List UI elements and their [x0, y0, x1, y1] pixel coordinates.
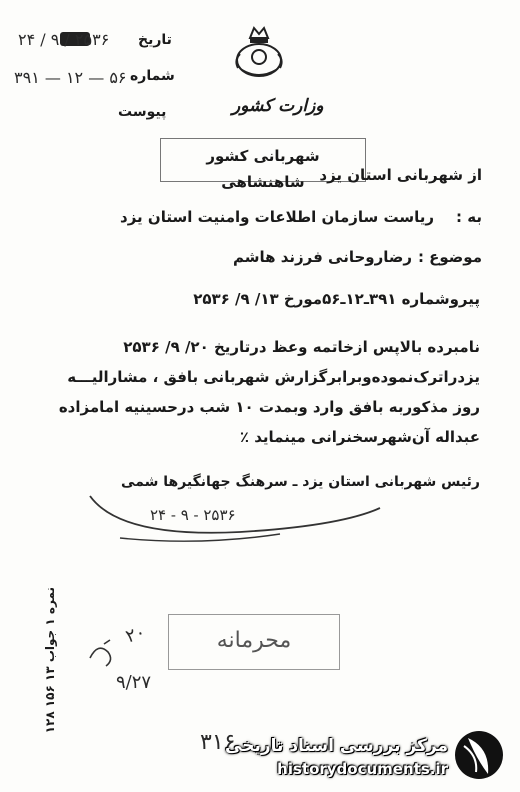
office-stamp: شهربانی کشور شاهنشاهی [160, 138, 366, 182]
watermark-title: مرکز بررسی اسناد تاریخی [225, 736, 448, 756]
subject-label: موضوع : [417, 248, 482, 266]
number-value: ۳۹۱ — ۱۲ — ۵۶ [14, 68, 127, 87]
handwritten-initial [84, 636, 124, 676]
handwritten-mark: ۲۰ [123, 621, 149, 648]
from-line: از شهربانی استان یزد [319, 166, 482, 184]
date-value: ۲۴ / ۹ / ۲۵۳۶ [18, 30, 110, 49]
subject-value: رضاروحانی فرزند هاشم [232, 248, 412, 266]
body-line: نامبرده بالاپس ازخاتمه وعظ درتاریخ ۲۰/ ۹/ ۲۵۳۶ [123, 338, 480, 356]
confidential-stamp: محرمانه [168, 614, 340, 670]
body-line: روز مذکوربه بافق وارد وبمدت ۱۰ شب درحسینیه امامزاده [58, 398, 480, 416]
ministry-title: وزارت کشور [232, 96, 324, 116]
to-label: به : [456, 208, 482, 226]
signature-line: رئیس شهربانی استان یزد ـ سرهنگ جهانگیرها شمی [121, 474, 480, 490]
margin-note: نمره ۱ جواب ۱۳ ۱۵۶ ۱۲۸ [43, 587, 57, 734]
lion-sun-emblem-icon [228, 24, 290, 84]
watermark-logo-icon [454, 728, 504, 782]
bottom-handwriting: ۳۱۶ [200, 730, 236, 755]
number-label: شماره [130, 68, 175, 84]
reference-line: پیروشماره ۳۹۱ـ۱۲ـ۵۶مورخ ۱۳/ ۹/ ۲۵۳۶ [193, 290, 480, 308]
to-value: ریاست سازمان اطلاعات وامنیت استان یزد [120, 208, 434, 226]
handwritten-mark: ۹/۲۷ [116, 672, 152, 693]
watermark-url: historydocuments.ir [277, 760, 448, 778]
date-label: تاریخ [138, 32, 172, 48]
signature-scribble [80, 488, 420, 548]
attachment-label: پیوست [118, 104, 167, 120]
signature-date: ۲۴ - ۹ - ۲۵۳۶ [150, 506, 236, 524]
body-line: عبداله آن‌شهرسخنرانی مینماید ٪ [239, 428, 480, 446]
body-line: یزدراترک‌نموده‌وبرابرگزارش شهربانی بافق ، مشارالیـــه [67, 368, 480, 386]
